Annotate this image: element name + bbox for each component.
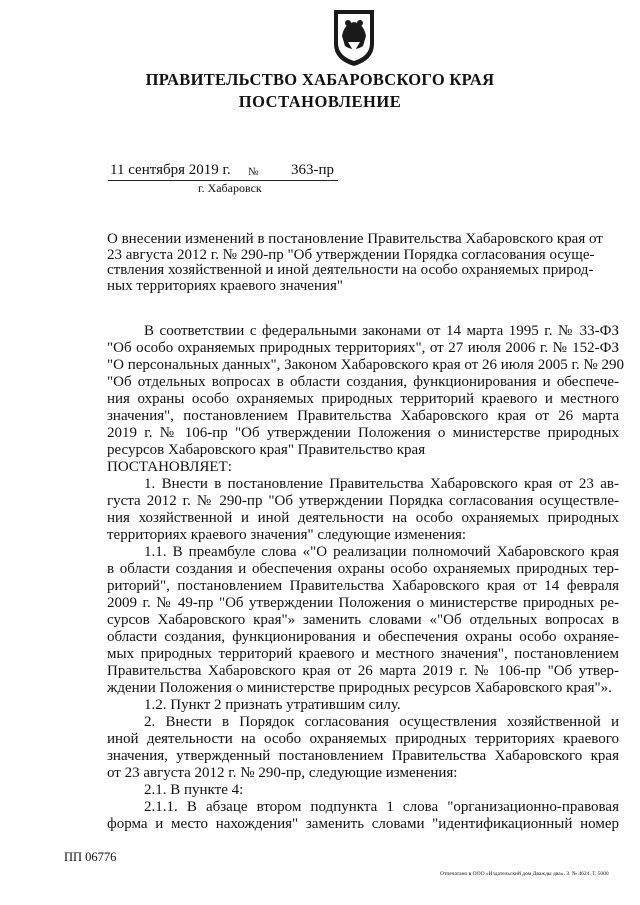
body-line: 2. Внести в Порядок согласования осуществления хозяйственной и [144,714,619,730]
body-line: 1. Внести в постановление Правительства Хабаровского края от 23 ав- [144,476,619,492]
body-line: значения, утвержденный постановлением Правительства Хабаровского края [107,748,619,764]
body-line: от 23 августа 2012 г. № 290-пр, следующие изменения: [107,765,458,781]
document-number: 363-пр [291,162,335,178]
body-line: ПОСТАНОВЛЯЕТ: [107,459,232,475]
body-line: "О персональных данных", Законом Хабаровского края от 26 июля 2005 г. № 290 [107,357,624,373]
body-line: 1.1. В преамбуле слова «"О реализации полномочий Хабаровского края [144,544,619,560]
printer-note: Отпечатано в ООО «Издательский дом Дважды два». З. № 4624. Т. 5000 [440,871,609,877]
body-line: ресурсов Хабаровского края" Правительство края [107,442,426,458]
body-line: форма и место нахождения" заменить словами "идентификационный номер [107,816,619,832]
document-kind-heading: ПОСТАНОВЛЕНИЕ [238,92,402,111]
body-line: риторий", постановлением Правительства Хабаровского края от 14 февраля [107,578,619,594]
body-line: 2009 г. № 49-пр "Об утверждении Положения о министерстве природных ре- [107,595,619,611]
body-line: 2019 г. № 106-пр "Об утверждении Положения о министерстве природных [107,425,619,441]
title-line: ствления хозяйственной и иной деятельности на особо охраняемых природ- [107,262,594,278]
government-heading: ПРАВИТЕЛЬСТВО ХАБАРОВСКОГО КРАЯ [145,70,495,89]
body-line: 2.1.1. В абзаце втором подпункта 1 слова "организационно-правовая [144,799,619,815]
body-line: Правительства Хабаровского края от 26 марта 2019 г. № 106-пр "Об утвер- [107,663,619,679]
document-title [107,232,617,294]
document-body [107,323,624,833]
body-line: 1.2. Пункт 2 признать утратившим силу. [144,697,401,713]
title-line: О внесении изменений в постановление Правительства Хабаровского края от [107,231,603,247]
city-label: г. Хабаровск [198,181,262,195]
body-line: территориях краевого значения" следующие изменения: [107,527,467,543]
body-line: области создания, функционирования и обеспечения охраны особо охраняе- [107,629,619,645]
coat-of-arms-emblem [330,6,378,68]
body-line: сурсов Хабаровского края"» заменить словами «"Об отдельных вопросах в [107,612,619,628]
body-line: значения", постановлением Правительства Хабаровского края от 26 марта [107,408,619,424]
form-code: ПП 06776 [64,850,117,864]
body-line: мых природных территорий краевого и местного значения", постановлением [107,646,619,662]
body-line: ния охраны особо охраняемых природных территорий краевого и местного [107,391,619,407]
body-line: ждении Положения о министерстве природных ресурсов Хабаровского края"». [107,680,612,696]
body-line: В соответствии с федеральными законами от 14 марта 1995 г. № 33-ФЗ [144,323,619,339]
body-line: ния хозяйственной и иной деятельности на особо охраняемых природных [107,510,619,526]
title-line: 23 августа 2012 г. № 290-пр "Об утверждении Порядка согласования осуще- [107,246,595,263]
body-line: густа 2012 г. № 290-пр "Об утверждении Порядка согласования осуществле- [107,493,619,509]
body-line: иной деятельности на особо охраняемых природных территориях краевого [107,731,619,747]
body-line: "Об отдельных вопросах в области создания, функционирования и обеспече- [107,374,619,390]
body-line: 2.1. В пункте 4: [144,782,244,798]
document-date: 11 сентября 2019 г. [110,162,231,178]
title-line: ных территориях краевого значения" [107,277,344,294]
number-sign: № [248,166,259,178]
date-number-line [108,162,338,180]
body-line: "Об особо охраняемых природных территориях", от 27 июля 2006 г. № 152-ФЗ [107,340,619,356]
body-line: в области создания и обеспечения охраны особо охраняемых природных тер- [107,561,619,577]
